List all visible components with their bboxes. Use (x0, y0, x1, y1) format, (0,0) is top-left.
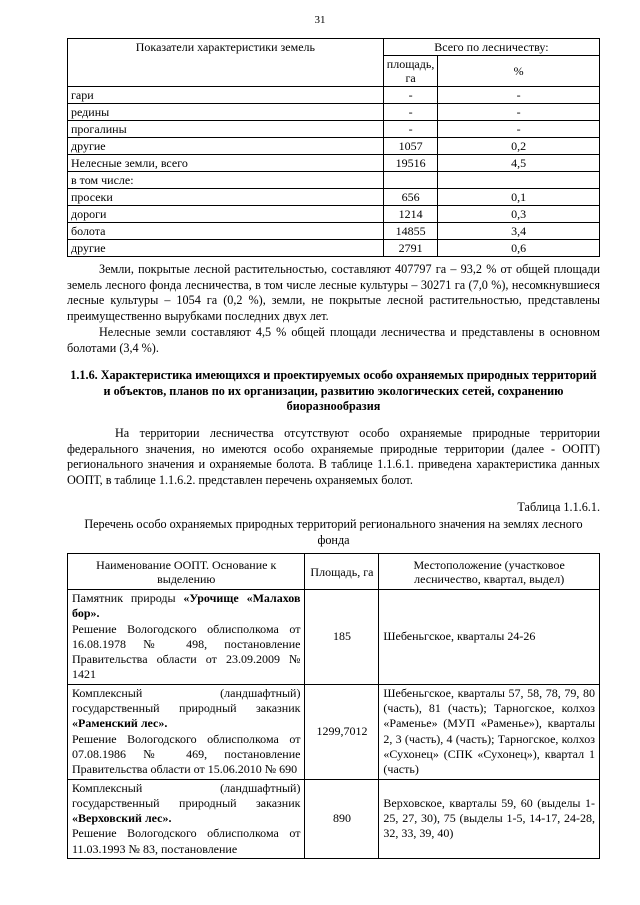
land-percent-cell: - (438, 87, 600, 104)
oopt-area-cell: 1299,7012 (305, 684, 379, 779)
page-number: 31 (314, 14, 326, 26)
column-header-area: площадь, га (383, 56, 438, 87)
land-name-cell: прогалины (68, 121, 384, 138)
land-area-cell: 1057 (383, 138, 438, 155)
table-header-row (68, 39, 600, 56)
section-heading: 1.1.6. Характеристика имеющихся и проектируемых особо охраняемых природных территорий и объектов, планов по их организации, развитию экологических сетей, сохранению биоразнообразия (70, 368, 597, 414)
oopt-location-cell: Шебеньгское, кварталы 57, 58, 78, 79, 80 (часть), 81 (часть); Тарногское, колхоз «Раменье» (МУП «Раменье»), кварталы 2, 3 (часть), 4 (часть); Тарногское, колхоз «Сухонец» (СПК «Сухонец»), квартал 1 (часть) (379, 684, 600, 779)
table-row (68, 172, 600, 189)
table-row (68, 223, 600, 240)
oopt-title: «Верховский лес». (72, 811, 172, 826)
oopt-type: Комплексный (ландшафтный) государственный природный заказник (72, 685, 301, 716)
column-header-total: Всего по лесничеству: (383, 39, 599, 56)
land-name-cell: другие (68, 138, 384, 155)
table-header-row (68, 554, 600, 590)
land-name-cell: другие (68, 240, 384, 257)
table-row (68, 104, 600, 121)
paragraph-non-forest: Нелесные земли составляют 4,5 % общей площади лесничества и представлены в основном болотами (3,4 %). (67, 325, 600, 355)
oopt-name-cell (68, 590, 305, 685)
land-name-cell: редины (68, 104, 384, 121)
land-area-cell: 14855 (383, 223, 438, 240)
land-area-cell: 656 (383, 189, 438, 206)
oopt-location-cell: Верховское, кварталы 59, 60 (выделы 1-25, 27, 30), 75 (выделы 1-5, 14-17, 24-28, 32, 33, 39, 40) (379, 779, 600, 858)
column-header-oopt-area: Площадь, га (305, 554, 379, 590)
oopt-title: «Урочище «Малахов бор». (72, 591, 301, 621)
column-header-indicator: Показатели характеристики земель (68, 39, 384, 87)
land-percent-cell: 0,3 (438, 206, 600, 223)
table-row (68, 87, 600, 104)
land-name-cell: в том числе: (68, 172, 384, 189)
land-percent-cell: - (438, 104, 600, 121)
land-percent-cell (438, 172, 600, 189)
column-header-oopt-name: Наименование ООПТ. Основание к выделению (68, 554, 305, 590)
oopt-name-cell (68, 779, 305, 858)
table-row (68, 155, 600, 172)
land-area-cell (383, 172, 438, 189)
oopt-basis: Решение Вологодского облисполкома от 07.08.1986 № 469, постановление Правительства области от 15.06.2010 № 690 (72, 731, 301, 777)
land-percent-cell: 0,1 (438, 189, 600, 206)
oopt-table (67, 553, 600, 859)
land-name-cell: Нелесные земли, всего (68, 155, 384, 172)
land-area-cell: 19516 (383, 155, 438, 172)
land-name-cell: гари (68, 87, 384, 104)
land-area-cell: 1214 (383, 206, 438, 223)
land-percent-cell: 0,2 (438, 138, 600, 155)
land-name-cell: дороги (68, 206, 384, 223)
column-header-location: Местоположение (участковое лесничество, квартал, выдел) (379, 554, 600, 590)
table-row (68, 684, 600, 779)
oopt-type: Комплексный (ландшафтный) государственный природный заказник (72, 780, 301, 810)
oopt-name-cell (68, 684, 305, 779)
land-area-cell: - (383, 87, 438, 104)
oopt-location-cell: Шебеньгское, кварталы 24-26 (379, 590, 600, 685)
table-row (68, 779, 600, 858)
land-percent-cell: 0,6 (438, 240, 600, 257)
table-caption: Перечень особо охраняемых природных территорий регионального значения на землях лесного фонда (84, 517, 583, 547)
land-percent-cell: 3,4 (438, 223, 600, 240)
oopt-basis: Решение Вологодского облисполкома от 16.08.1978 № 498, постановление Правительства области от 23.09.2009 № 1421 (72, 621, 301, 682)
oopt-area-cell: 185 (305, 590, 379, 685)
land-percent-cell: 4,5 (438, 155, 600, 172)
table-row (68, 138, 600, 155)
table-row (68, 206, 600, 223)
land-area-cell: 2791 (383, 240, 438, 257)
table-row (68, 121, 600, 138)
table-row (68, 189, 600, 206)
land-area-cell: - (383, 121, 438, 138)
table-row (68, 240, 600, 257)
table-label: Таблица 1.1.6.1. (517, 500, 600, 514)
land-characteristics-table (67, 38, 600, 257)
oopt-basis: Решение Вологодского облисполкома от 11.03.1993 № 83, постановление (72, 826, 301, 856)
land-name-cell: просеки (68, 189, 384, 206)
paragraph-forest-cover: Земли, покрытые лесной растительностью, составляют 407797 га – 93,2 % от общей площади земель лесного фонда лесничества, в том числе лесные культуры – 30271 га (7,0 %), несомкнувшиеся лесные культуры – 1054 га (0,2 %), земли, не покрытые лесной растительностью, представлены преимущественно вырубками последних двух лет. (67, 262, 600, 323)
land-name-cell: болота (68, 223, 384, 240)
column-header-percent: % (438, 56, 600, 87)
oopt-type: Памятник природы (72, 591, 176, 605)
paragraph-oopt-intro: На территории лесничества отсутствуют особо охраняемые природные территории федерального значения, но имеются особо охраняемые природные территории (далее - ООПТ) регионального значения и охраняемые болота. В таблице 1.1.6.1. приведена характеристика данных ООПТ, в таблице 1.1.6.2. представлен перечень охраняемых болот. (67, 426, 600, 487)
oopt-area-cell: 890 (305, 779, 379, 858)
land-area-cell: - (383, 104, 438, 121)
oopt-title: «Раменский лес». (72, 716, 168, 731)
land-percent-cell: - (438, 121, 600, 138)
table-row (68, 590, 600, 685)
